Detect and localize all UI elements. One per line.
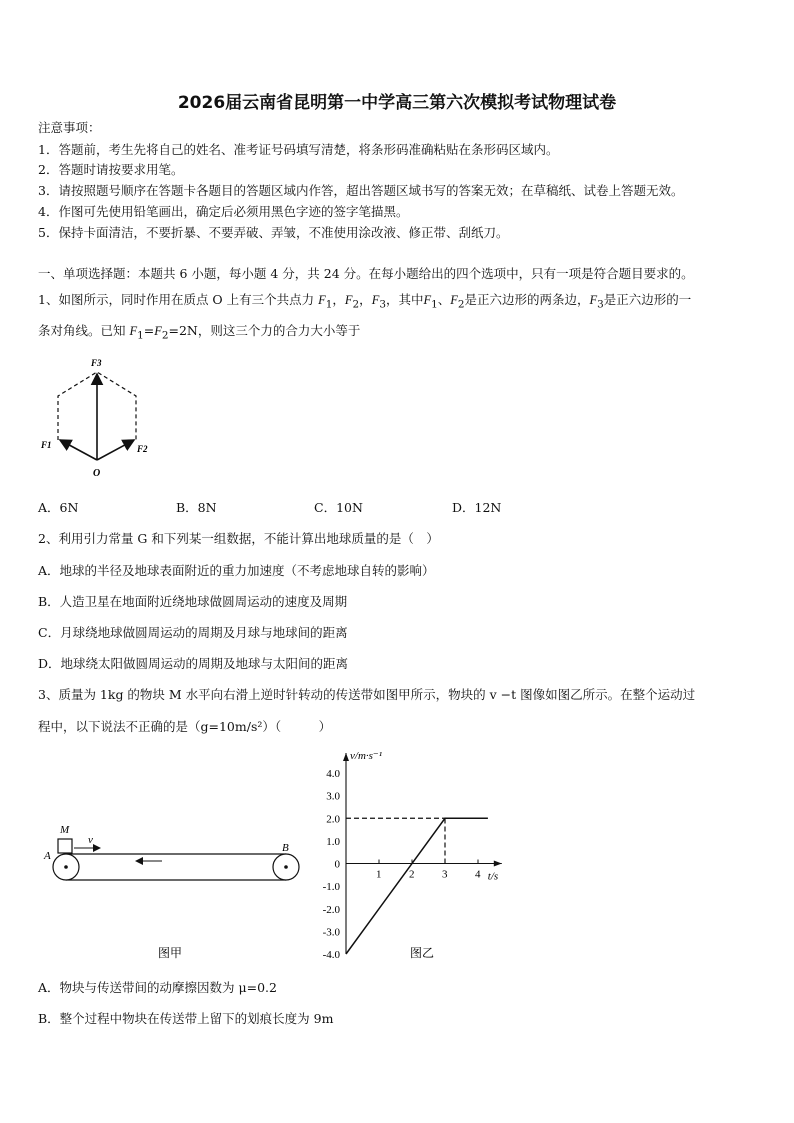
q2-option-b: B．人造卫星在地面附近绕地球做圆周运动的速度及周期 <box>38 594 348 609</box>
notice-item-3: 3．请按照题号顺序在答题卡各题目的答题区域内作答，超出答题区域书写的答案无效；在草稿纸、试卷上答题无效。 <box>38 183 684 198</box>
section-heading: 一、单项选择题：本题共 6 小题，每小题 4 分，共 24 分。在每小题给出的四个选项中，只有一项是符合题目要求的。 <box>38 266 694 281</box>
y-tick-label: -4.0 <box>322 949 340 961</box>
svg-text:B: B <box>282 842 289 854</box>
x-tick-label: 2 <box>409 868 415 881</box>
block-m <box>58 839 72 853</box>
f1-arrow <box>60 440 97 460</box>
o-label: O <box>93 468 101 479</box>
y-axis-arrow <box>343 753 349 761</box>
svg-text:A: A <box>44 850 51 862</box>
svg-text:v: v <box>88 834 93 846</box>
q2-option-d: D．地球绕太阳做圆周运动的周期及地球与太阳间的距离 <box>38 656 349 671</box>
fig-b-caption: 图乙 <box>410 946 435 960</box>
y-tick-label: 0 <box>334 858 340 871</box>
notice-heading: 注意事项： <box>38 120 101 135</box>
q1-option-a: A．6N <box>38 500 79 515</box>
x-tick-label: 4 <box>475 868 481 881</box>
x-axis-arrow <box>494 861 502 867</box>
x-axis-label: t/s <box>487 870 499 883</box>
q2-option-a: A．地球的半径及地球表面附近的重力加速度（不考虑地球自转的影响） <box>38 563 435 578</box>
fig-a-caption: 图甲 <box>158 946 183 960</box>
vt-chart <box>300 740 540 970</box>
f1-label: F1 <box>41 440 52 450</box>
q1-option-c: C．10N <box>314 500 363 515</box>
notice-item-5: 5．保持卡面清洁，不要折暴、不要弄破、弄皱，不准使用涂改液、修正带、刮纸刀。 <box>38 225 509 240</box>
f3-label: F3 <box>91 358 102 368</box>
page-title: 2026届云南省昆明第一中学高三第六次模拟考试物理试卷 <box>177 93 617 113</box>
q3-stem-line2: 程中，以下说法不正确的是（g=10m/s²）（ ） <box>38 719 332 734</box>
conveyor-belt-diagram <box>38 815 308 965</box>
x-tick-label: 3 <box>442 868 448 881</box>
notice-item-2: 2．答题时请按要求用笔。 <box>38 162 184 177</box>
q1-stem-line1: 1、如图所示，同时作用在质点 O 上有三个共点力 $F_1$，$F_2$，$F_3$，其中$F_1$、$F_2$是正六边形的两条边，$F_3$是正六边形的一 <box>38 292 692 311</box>
y-tick-label: -1.0 <box>322 881 340 894</box>
q2-option-c: C．月球绕地球做圆周运动的周期及月球与地球间的距离 <box>38 625 348 640</box>
q3-option-b: B．整个过程中物块在传送带上留下的划痕长度为 9m <box>38 1011 334 1026</box>
f2-arrow <box>97 440 134 460</box>
y-tick-label: -2.0 <box>322 903 340 916</box>
vt-series-line <box>346 818 488 954</box>
y-tick-label: 1.0 <box>326 835 340 848</box>
y-tick-label: 4.0 <box>326 768 340 780</box>
y-tick-label: 3.0 <box>326 790 340 803</box>
q1-option-d: D．12N <box>452 500 502 515</box>
notice-item-4: 4．作图可先使用铅笔画出，确定后必须用黑色字迹的签字笔描黑。 <box>38 204 409 219</box>
hexagon-force-diagram <box>36 352 156 480</box>
q1-stem-line2: 条对角线。已知 $F_1=F_2=2N$，则这三个力的合力大小等于 <box>38 323 361 342</box>
q1-option-b: B．8N <box>176 500 217 515</box>
y-tick-label: -3.0 <box>322 926 340 939</box>
x-tick-label: 1 <box>376 868 382 881</box>
y-axis-label: v/m·s⁻¹ <box>350 750 383 762</box>
f2-label: F2 <box>137 444 148 454</box>
y-tick-label: 2.0 <box>326 813 340 826</box>
q2-stem: 2、利用引力常量 G 和下列某一组数据，不能计算出地球质量的是（ ） <box>38 531 439 546</box>
q3-stem-line1: 3、质量为 1kg 的物块 M 水平向右滑上逆时针转动的传送带如图甲所示，物块的 v −t 图像如图乙所示。在整个运动过 <box>38 687 696 702</box>
svg-text:M: M <box>60 824 70 836</box>
notice-item-1: 1．答题前，考生先将自己的姓名、准考证号码填写清楚，将条形码准确粘贴在条形码区域内。 <box>38 142 559 157</box>
q3-option-a: A．物块与传送带间的动摩擦因数为 μ=0.2 <box>38 980 277 995</box>
